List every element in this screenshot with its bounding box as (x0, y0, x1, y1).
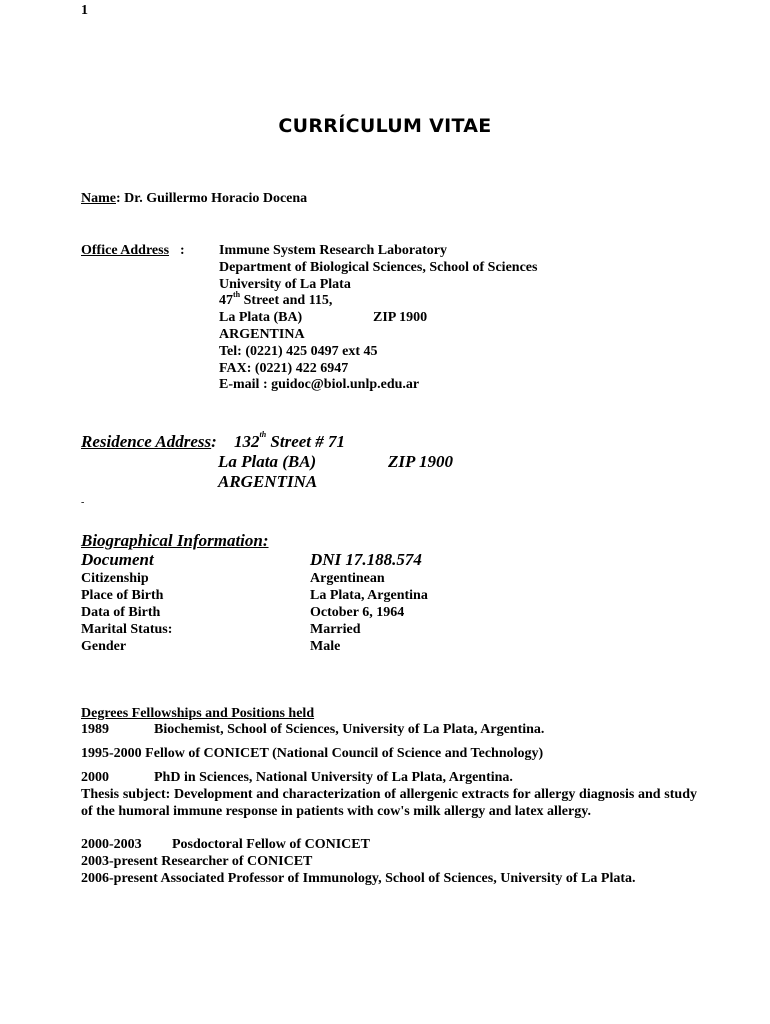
office-line-department: Department of Biological Sciences, School of Sciences (219, 259, 538, 275)
bio-label-date-of-birth: Data of Birth (81, 605, 161, 620)
page-title: CURRÍCULUM VITAE (278, 115, 492, 137)
office-address-label: Office Address (81, 243, 170, 258)
office-zip: ZIP 1900 (373, 310, 428, 326)
residence-street-suffix: th (259, 430, 267, 439)
degree-text: Researcher of CONICET (157, 854, 313, 869)
degree-entry (81, 721, 697, 738)
degree-year: 1995-2000 (81, 746, 142, 761)
office-line-fax: FAX: (0221) 422 6947 (219, 360, 349, 376)
residence-zip: ZIP 1900 (388, 452, 454, 471)
degree-entry (81, 853, 697, 870)
degree-entry (81, 745, 697, 762)
name-line (81, 190, 307, 207)
bio-labels (81, 570, 172, 655)
office-address-colon: : (180, 243, 185, 258)
bio-label-gender: Gender (81, 639, 127, 654)
name-label: Name (81, 191, 116, 206)
degree-year: 1989 (81, 722, 109, 737)
office-street-suffix: th (233, 290, 241, 300)
bio-label-citizenship: Citizenship (81, 571, 149, 586)
page-number: 1 (81, 3, 88, 18)
residence-address-colon: : (211, 432, 217, 451)
degree-entry (81, 836, 697, 853)
bio-value-gender: Male (310, 639, 341, 654)
office-line-lab: Immune System Research Laboratory (219, 243, 447, 258)
office-line-country: ARGENTINA (219, 326, 305, 342)
degree-text: Associated Professor of Immunology, School of Sciences, University of La Plata. (157, 871, 636, 886)
office-line-city (219, 309, 537, 326)
office-street-rest: Street and 115, (240, 293, 333, 309)
degree-text: Fellow of CONICET (National Council of Science and Technology) (141, 746, 544, 761)
office-line-email: E-mail : guidoc@biol.unlp.edu.ar (219, 377, 420, 393)
thesis-paragraph: Thesis subject: Development and characterization of allergenic extracts for allergy diagnosis and study of the humoral immune response in patients with cow's milk allergy and latex allergy. (81, 787, 697, 819)
bio-label-marital-status: Marital Status: (81, 622, 173, 637)
degree-year: 2000 (81, 770, 109, 785)
bio-heading: Biographical Information: (81, 531, 269, 550)
bio-value-marital-status: Married (310, 622, 361, 637)
degree-year: 2000-2003 (81, 837, 142, 852)
office-line-university: University of La Plata (219, 276, 351, 292)
degree-entry (81, 769, 697, 786)
residence-street-number: 132 (234, 432, 260, 451)
degree-year: 2003-present (81, 854, 158, 869)
bio-value-place-of-birth: La Plata, Argentina (310, 588, 428, 603)
bio-values (310, 570, 428, 655)
degrees-heading: Degrees Fellowships and Positions held (81, 706, 315, 721)
degree-text: PhD in Sciences, National University of La Plata, Argentina. (154, 770, 513, 785)
bio-value-citizenship: Argentinean (310, 571, 385, 586)
separator-dash: - (81, 497, 85, 508)
degree-entry (81, 870, 697, 887)
residence-line-1 (81, 432, 217, 452)
office-street-number: 47 (219, 293, 233, 309)
degree-year: 2006-present (81, 871, 158, 886)
office-line-tel: Tel: (0221) 425 0497 ext 45 (219, 343, 378, 359)
residence-country: ARGENTINA (218, 472, 318, 491)
office-address-block (219, 242, 537, 393)
bio-label-place-of-birth: Place of Birth (81, 588, 164, 603)
degree-text: Posdoctoral Fellow of CONICET (172, 837, 370, 852)
name-value: : Dr. Guillermo Horacio Docena (116, 191, 308, 206)
residence-street (234, 432, 345, 452)
bio-document-label: Document (81, 550, 154, 569)
office-city: La Plata (BA) (219, 310, 303, 326)
degree-text: Biochemist, School of Sciences, University of La Plata, Argentina. (154, 722, 545, 737)
residence-address-label: Residence Address (81, 432, 212, 451)
residence-city: La Plata (BA) (218, 452, 317, 471)
office-line-street (219, 292, 537, 309)
residence-street-rest: Street # 71 (266, 432, 346, 451)
bio-value-date-of-birth: October 6, 1964 (310, 605, 405, 620)
bio-document-value: DNI 17.188.574 (310, 550, 422, 569)
